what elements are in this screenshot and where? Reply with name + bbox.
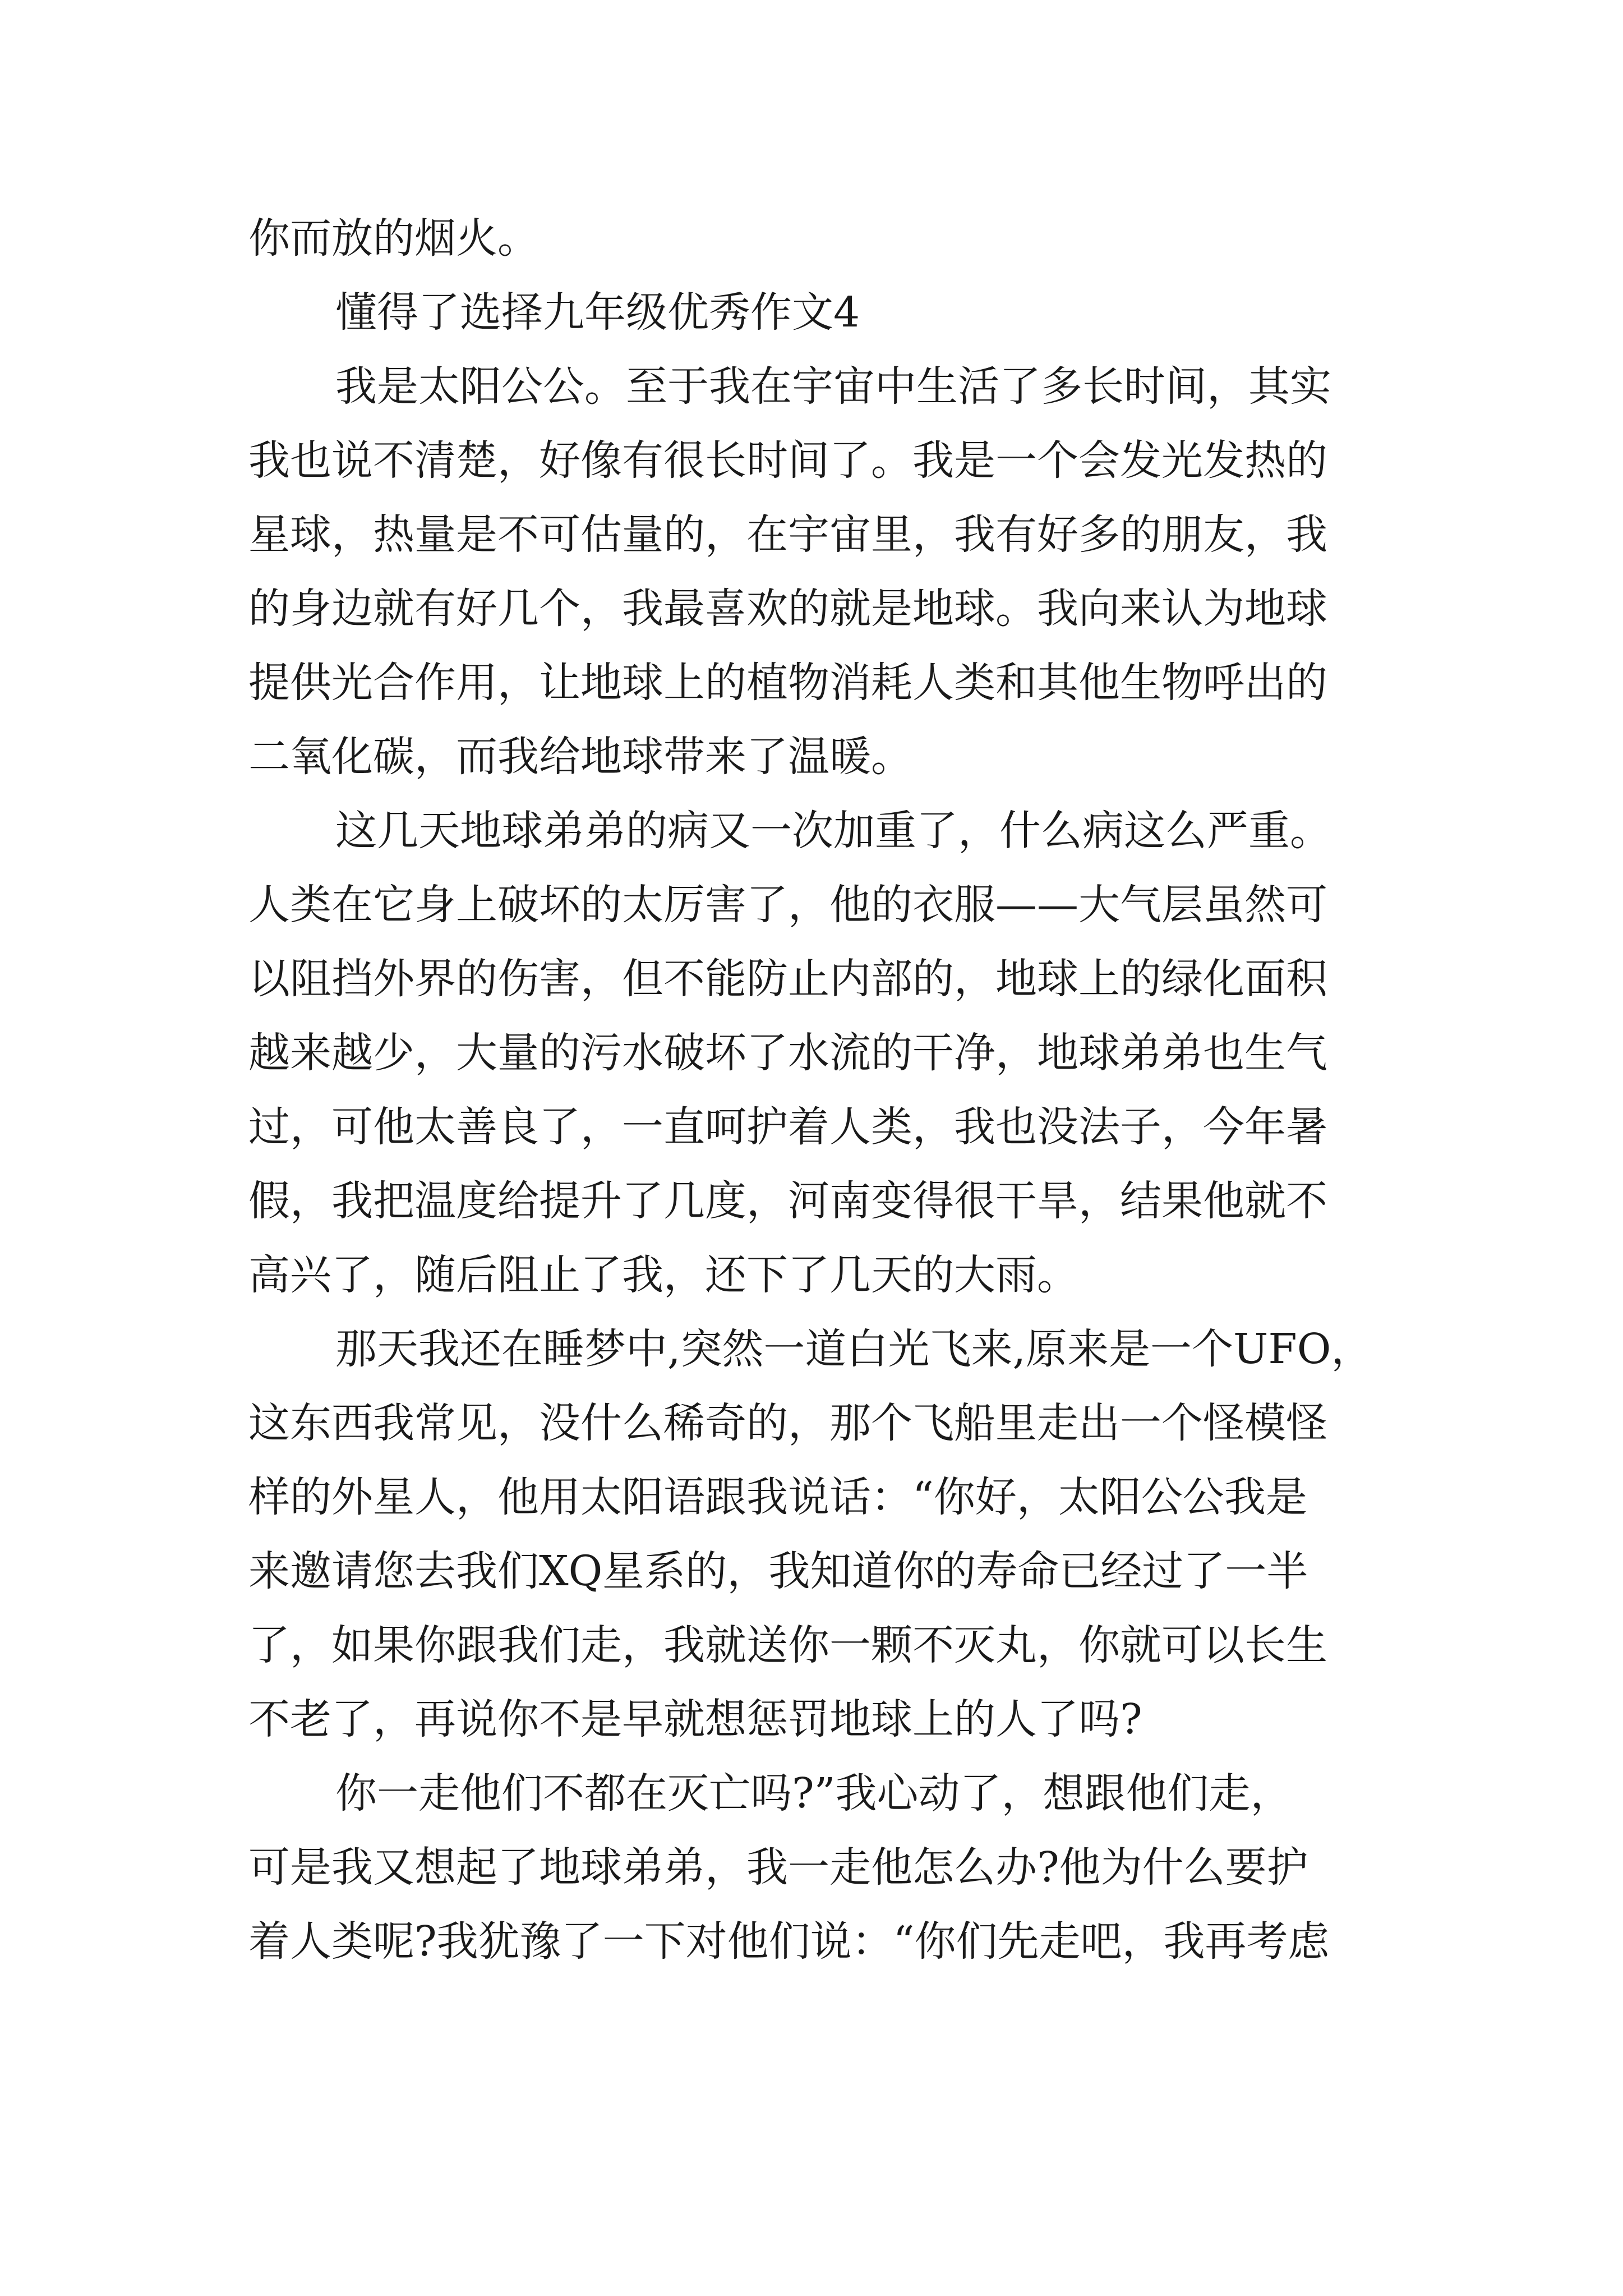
paragraph-start-line: 这几天地球弟弟的病又一次加重了，什么病这么严重。 xyxy=(335,807,1331,855)
text-line: 来邀请您去我们XQ星系的，我知道你的寿命已经过了一半 xyxy=(248,1547,1308,1595)
text-line: 我也说不清楚，好像有很长时间了。我是一个会发光发热的 xyxy=(248,436,1327,485)
text-line: 星球，热量是不可估量的，在宇宙里，我有好多的朋友，我 xyxy=(248,510,1327,559)
text-line: 这东西我常见，没什么稀奇的，那个飞船里走出一个怪模怪 xyxy=(248,1399,1327,1447)
text-line: 不老了，再说你不是早就想惩罚地球上的人了吗? xyxy=(248,1695,1142,1743)
section-heading: 懂得了选择九年级优秀作文4 xyxy=(335,288,860,337)
text-line: 了，如果你跟我们走，我就送你一颗不灭丸，你就可以长生 xyxy=(248,1621,1327,1669)
text-line: 越来越少，大量的污水破坏了水流的干净，地球弟弟也生气 xyxy=(248,1029,1327,1077)
text-line: 高兴了，随后阻止了我，还下了几天的大雨。 xyxy=(248,1251,1078,1299)
text-line: 二氧化碳，而我给地球带来了温暖。 xyxy=(248,733,912,781)
text-line: 可是我又想起了地球弟弟，我一走他怎么办?他为什么要护 xyxy=(248,1843,1308,1892)
text-line: 人类在它身上破坏的太厉害了，他的衣服——大气层虽然可 xyxy=(248,881,1327,929)
paragraph-start-line: 你一走他们不都在灭亡吗?”我心动了，想跟他们走， xyxy=(335,1769,1292,1818)
text-line: 你而放的烟火。 xyxy=(248,214,539,263)
text-line: 的身边就有好几个，我最喜欢的就是地球。我向来认为地球 xyxy=(248,585,1327,633)
paragraph-start-line: 那天我还在睡梦中,突然一道白光飞来,原来是一个UFO， xyxy=(335,1325,1373,1373)
text-line: 以阻挡外界的伤害，但不能防止内部的，地球上的绿化面积 xyxy=(248,955,1327,1003)
text-line: 假，我把温度给提升了几度，河南变得很干旱，结果他就不 xyxy=(248,1177,1327,1225)
paragraph-start-line: 我是太阳公公。至于我在宇宙中生活了多长时间，其实 xyxy=(335,362,1331,411)
text-line: 样的外星人，他用太阳语跟我说话：“你好，太阳公公我是 xyxy=(248,1473,1307,1521)
text-line: 提供光合作用，让地球上的植物消耗人类和其他生物呼出的 xyxy=(248,659,1327,707)
text-line: 过，可他太善良了，一直呵护着人类，我也没法子，今年暑 xyxy=(248,1103,1327,1151)
text-line: 着人类呢?我犹豫了一下对他们说：“你们先走吧，我再考虑 xyxy=(248,1917,1330,1966)
